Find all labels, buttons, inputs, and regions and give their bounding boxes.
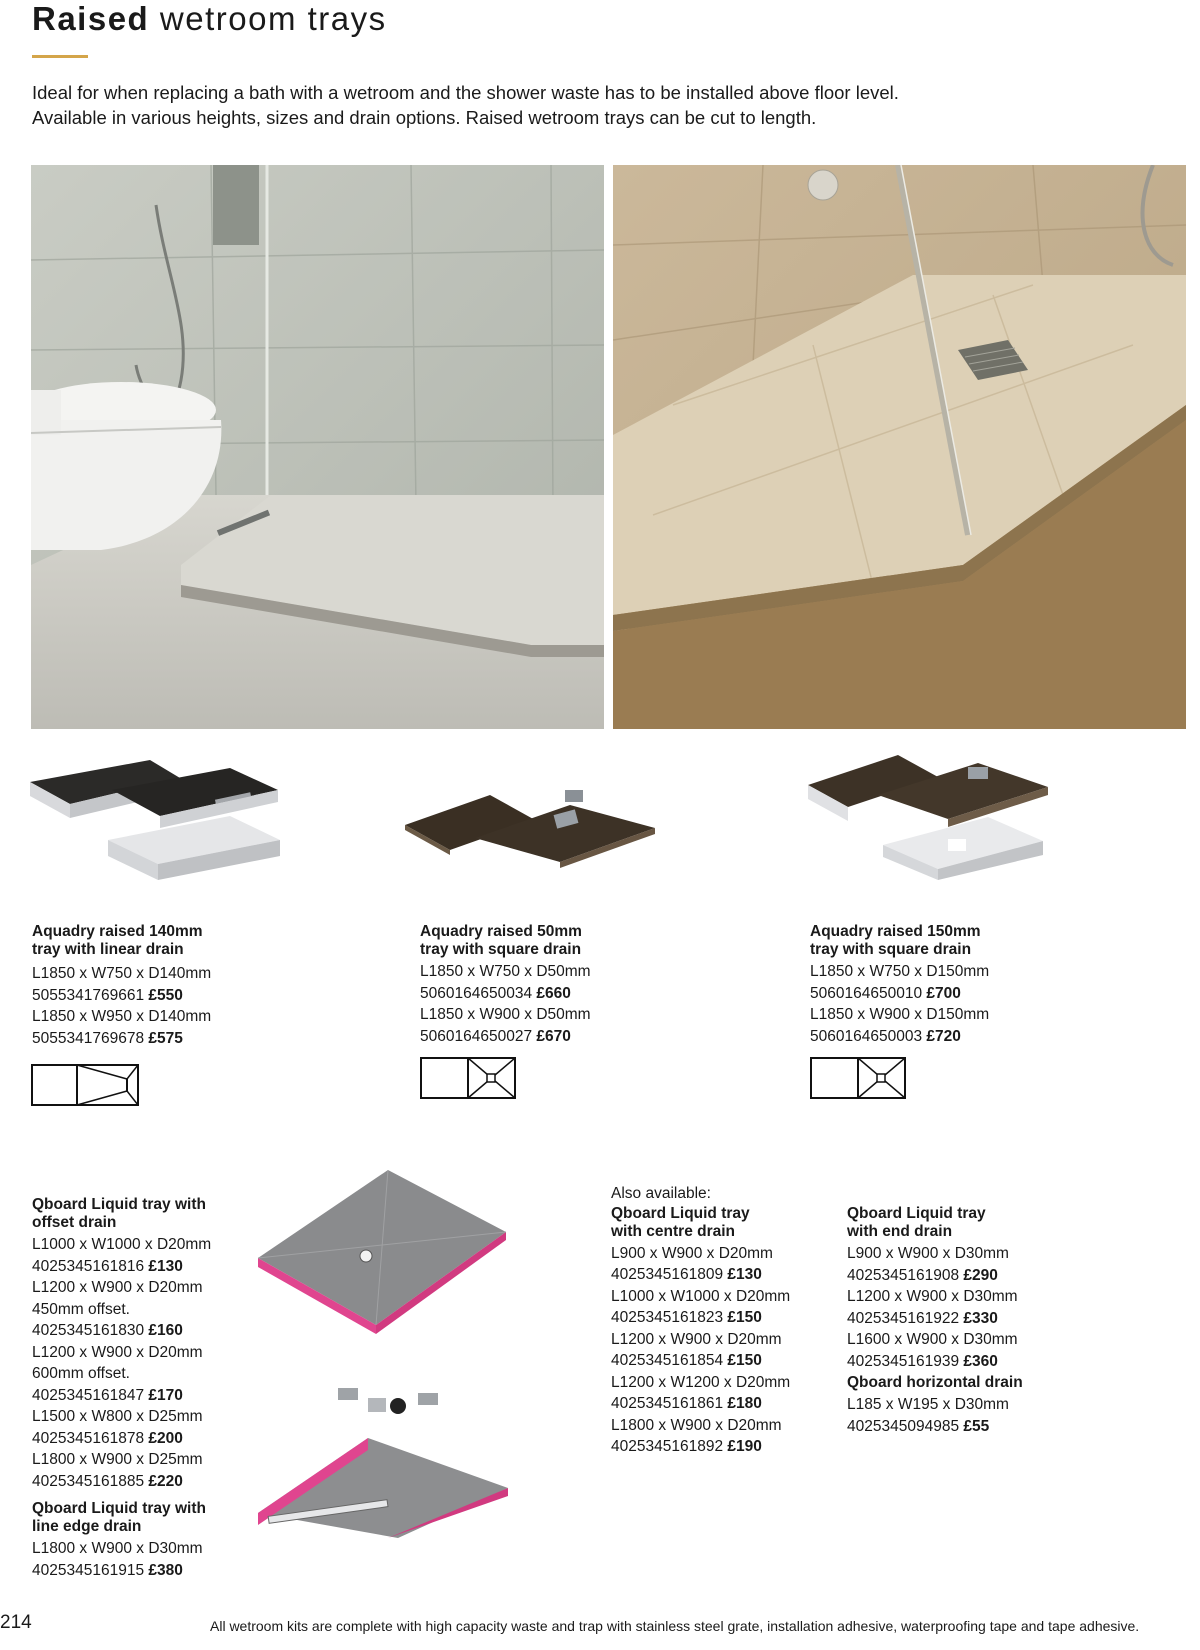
- code-price-line: [611, 1264, 790, 1286]
- product-price: £180: [727, 1395, 762, 1412]
- product-price: £150: [727, 1352, 762, 1369]
- spec-line: L1200 x W900 x D30mm: [847, 1288, 1018, 1305]
- variant-code-price: [420, 1026, 591, 1048]
- code-price-line: [611, 1350, 790, 1372]
- code-price-line: [32, 1256, 211, 1278]
- spec-line: L1200 x W900 x D20mm: [32, 1279, 203, 1296]
- product-code: 4025345161878: [32, 1429, 145, 1447]
- spec-line: L1800 x W900 x D20mm: [611, 1416, 782, 1434]
- footer-note: All wetroom kits are complete with high capacity waste and trap with stainless steel grate, installation adhesive, waterproofing tape and tape adhesive.: [210, 1618, 1140, 1634]
- product-aquadry-150-square: [810, 923, 989, 1047]
- spec-line: L900 x W900 x D20mm: [611, 1244, 773, 1262]
- product-code: 4025345161823: [611, 1309, 724, 1326]
- product-code: 4025345161939: [847, 1352, 960, 1370]
- square-drain-diagram-icon: [810, 1057, 906, 1104]
- spec-line: L1800 x W900 x D25mm: [32, 1451, 203, 1468]
- code-price-line: [32, 1560, 211, 1582]
- spec-line: L1200 x W900 x D20mm: [32, 1343, 203, 1361]
- product-price: £130: [727, 1266, 762, 1283]
- code-price-line: [847, 1265, 1023, 1287]
- product-name-line-2: with centre drain: [611, 1222, 736, 1240]
- product-price: £160: [148, 1322, 183, 1339]
- aquadry-150-square-image: [808, 755, 1058, 880]
- variant-dims: L1850 x W750 x D140mm: [32, 965, 212, 982]
- variant-price: £575: [148, 1029, 183, 1047]
- code-price-line: [611, 1393, 790, 1415]
- code-price-line: [32, 1471, 211, 1493]
- product-name-line-1: Qboard Liquid tray with: [32, 1196, 206, 1213]
- product-name-line-1: Qboard Liquid tray: [611, 1204, 750, 1222]
- product-name: Qboard horizontal drain: [847, 1374, 1023, 1391]
- product-name-line-2: tray with linear drain: [32, 941, 184, 958]
- page-title: [32, 0, 387, 38]
- product-price: £150: [727, 1309, 762, 1326]
- variant-code: 5060164650003: [810, 1027, 923, 1045]
- product-code: 4025345161816: [32, 1257, 145, 1275]
- spec-line: 450mm offset.: [32, 1300, 130, 1318]
- product-aquadry-50-square: [420, 923, 591, 1047]
- variant-code-price: [32, 985, 211, 1007]
- product-price: £220: [148, 1472, 183, 1490]
- product-aquadry-140-linear: [32, 923, 211, 1049]
- product-name-line-1: Qboard Liquid tray with: [32, 1500, 206, 1517]
- variant-price: £700: [926, 984, 961, 1002]
- variant-dims: L1850 x W950 x D140mm: [32, 1008, 212, 1025]
- spec-line: L1200 x W1200 x D20mm: [611, 1373, 791, 1391]
- variant-code-price: [810, 1026, 989, 1048]
- variant-code: 5060164650034: [420, 984, 533, 1002]
- product-name-line-2: tray with square drain: [810, 941, 972, 958]
- code-price-line: [611, 1307, 790, 1329]
- variant-dims: L1850 x W750 x D50mm: [420, 963, 591, 980]
- variant-dims: L1850 x W900 x D150mm: [810, 1006, 990, 1023]
- linear-drain-diagram-icon: [31, 1064, 139, 1111]
- product-name-line-1: Aquadry raised 140mm: [32, 923, 203, 940]
- product-price: £200: [148, 1429, 183, 1447]
- product-code: 4025345094985: [847, 1417, 960, 1435]
- title-light: wetroom trays: [159, 0, 387, 37]
- product-price: £330: [963, 1309, 998, 1327]
- product-code: 4025345161854: [611, 1352, 724, 1369]
- variant-price: £660: [536, 984, 571, 1002]
- code-price-line: [847, 1416, 1023, 1438]
- spec-line: L185 x W195 x D30mm: [847, 1396, 1009, 1413]
- aquadry-140-linear-image: [30, 760, 280, 885]
- product-price: £130: [148, 1257, 183, 1275]
- product-price: £170: [148, 1386, 183, 1404]
- variant-code: 5055341769678: [32, 1029, 145, 1047]
- variant-code: 5060164650010: [810, 984, 923, 1002]
- code-price-line: [32, 1385, 211, 1407]
- intro-text: [32, 80, 1132, 130]
- product-price: £190: [727, 1438, 762, 1455]
- product-name-line-2: with end drain: [847, 1223, 953, 1240]
- product-price: £55: [963, 1417, 990, 1435]
- product-price: £290: [963, 1266, 998, 1284]
- spec-line: L1000 x W1000 x D20mm: [32, 1236, 212, 1253]
- spec-line: 600mm offset.: [32, 1365, 130, 1382]
- code-price-line: [847, 1351, 1023, 1373]
- product-name-line-2: line edge drain: [32, 1518, 142, 1535]
- title-accent-rule: [32, 55, 88, 58]
- page-number: 214: [0, 1612, 32, 1633]
- spec-line: L1000 x W1000 x D20mm: [611, 1287, 791, 1305]
- code-price-line: [611, 1436, 790, 1458]
- product-name-line-1: Qboard Liquid tray: [847, 1205, 986, 1222]
- spec-line: L900 x W900 x D30mm: [847, 1245, 1009, 1262]
- variant-price: £550: [148, 986, 183, 1004]
- product-code: 4025345161885: [32, 1472, 145, 1490]
- title-bold: Raised: [32, 0, 150, 37]
- product-name-line-1: Aquadry raised 50mm: [420, 923, 582, 940]
- spec-line: L1500 x W800 x D25mm: [32, 1408, 203, 1425]
- code-price-line: [32, 1428, 211, 1450]
- product-code: 4025345161861: [611, 1395, 724, 1412]
- variant-price: £720: [926, 1027, 961, 1045]
- product-code: 4025345161830: [32, 1322, 145, 1339]
- intro-line-1: Ideal for when replacing a bath with a wetroom and the shower waste has to be installed above floor level.: [32, 82, 899, 103]
- spec-line: L1200 x W900 x D20mm: [611, 1330, 782, 1348]
- product-code: 4025345161809: [611, 1266, 724, 1283]
- square-drain-diagram-icon: [420, 1057, 516, 1104]
- product-code: 4025345161908: [847, 1266, 960, 1284]
- product-price: £380: [148, 1561, 183, 1579]
- product-code: 4025345161922: [847, 1309, 960, 1327]
- variant-code-price: [420, 983, 591, 1005]
- code-price-line: [32, 1320, 211, 1342]
- aquadry-50-square-image: [405, 790, 655, 870]
- intro-line-2: Available in various heights, sizes and drain options. Raised wetroom trays can be cut to length.: [32, 107, 817, 128]
- variant-dims: L1850 x W900 x D50mm: [420, 1006, 591, 1023]
- product-code: 4025345161892: [611, 1438, 724, 1455]
- variant-code: 5060164650027: [420, 1027, 533, 1045]
- spec-line: L1600 x W900 x D30mm: [847, 1331, 1018, 1348]
- product-price: £360: [963, 1352, 998, 1370]
- wetroom-photo-grey: [31, 165, 604, 729]
- code-price-line: [847, 1308, 1023, 1330]
- variant-price: £670: [536, 1027, 571, 1045]
- product-code: 4025345161915: [32, 1561, 145, 1579]
- variant-code-price: [810, 983, 989, 1005]
- variant-code-price: [32, 1028, 211, 1050]
- product-qboard-end-drain: [847, 1205, 1023, 1437]
- wetroom-photo-beige: [613, 165, 1186, 729]
- variant-dims: L1850 x W750 x D150mm: [810, 963, 990, 980]
- product-code: 4025345161847: [32, 1386, 145, 1404]
- qboard-line-edge-drain-image: [258, 1388, 518, 1538]
- product-qboard-offset-drain: [32, 1196, 211, 1581]
- variant-code: 5055341769661: [32, 986, 145, 1004]
- product-name-line-2: tray with square drain: [420, 941, 582, 958]
- qboard-offset-drain-image: [258, 1170, 508, 1335]
- product-name-line-2: offset drain: [32, 1214, 117, 1231]
- also-available-label: Also available:: [611, 1185, 711, 1202]
- product-qboard-centre-drain: [611, 1183, 790, 1458]
- product-name-line-1: Aquadry raised 150mm: [810, 923, 981, 940]
- spec-line: L1800 x W900 x D30mm: [32, 1540, 203, 1557]
